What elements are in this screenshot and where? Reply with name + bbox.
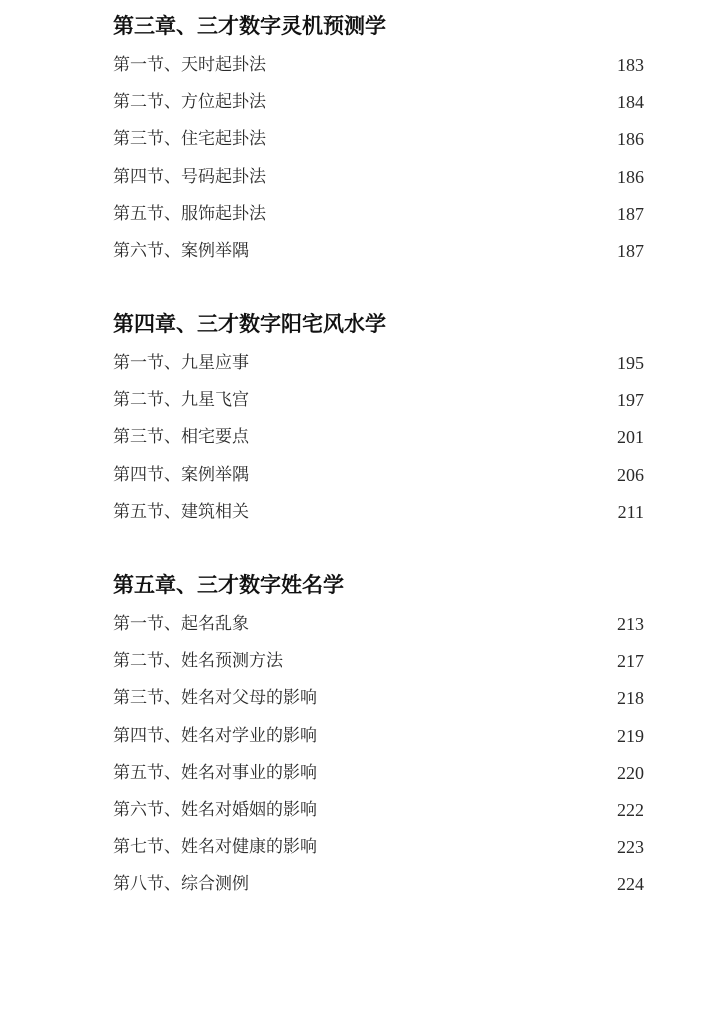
toc-entry[interactable]: [113, 87, 644, 113]
entry-label: 第八节、综合测例: [113, 874, 249, 894]
dot-leader: [250, 501, 617, 523]
entry-label: 第三节、相宅要点: [113, 427, 249, 447]
toc-entry[interactable]: [113, 460, 644, 486]
entry-label: 第六节、案例举隅: [113, 241, 249, 261]
entry-page-number: 224: [617, 874, 644, 894]
entry-label: 第四节、号码起卦法: [113, 167, 266, 187]
entry-page-number: 213: [617, 614, 644, 634]
toc-entry[interactable]: [113, 758, 644, 784]
dot-leader: [267, 54, 616, 76]
dot-leader: [250, 352, 616, 374]
entry-label: 第六节、姓名对婚姻的影响: [113, 800, 317, 820]
dot-leader: [284, 650, 616, 672]
toc-entry[interactable]: [113, 422, 644, 448]
chapter-title: 第五章、三才数字姓名学: [113, 572, 344, 597]
toc-entry[interactable]: [113, 646, 644, 672]
dot-leader: [250, 389, 616, 411]
toc-entry[interactable]: [113, 162, 644, 188]
entry-label: 第一节、起名乱象: [113, 614, 249, 634]
dot-leader: [250, 240, 616, 262]
chapter-title: 第四章、三才数字阳宅风水学: [113, 311, 386, 336]
toc-entry[interactable]: [113, 348, 644, 374]
entry-page-number: 186: [617, 167, 644, 187]
dot-leader: [267, 203, 616, 225]
entry-label: 第七节、姓名对健康的影响: [113, 837, 317, 857]
entry-label: 第一节、九星应事: [113, 353, 249, 373]
toc-entry[interactable]: [113, 795, 644, 821]
entry-label: 第五节、建筑相关: [113, 502, 249, 522]
entry-label: 第三节、姓名对父母的影响: [113, 688, 317, 708]
toc-entry[interactable]: [113, 869, 644, 895]
entry-page-number: 223: [617, 837, 644, 857]
toc-entry[interactable]: [113, 832, 644, 858]
entry-label: 第一节、天时起卦法: [113, 55, 266, 75]
toc-entry[interactable]: [113, 50, 644, 76]
dot-leader: [250, 464, 616, 486]
chapter-title: 第三章、三才数字灵机预测学: [113, 13, 386, 38]
entry-label: 第四节、案例举隅: [113, 465, 249, 485]
entry-label: 第四节、姓名对学业的影响: [113, 726, 317, 746]
entry-page-number: 219: [617, 726, 644, 746]
entry-page-number: 195: [617, 353, 644, 373]
entry-label: 第二节、方位起卦法: [113, 92, 266, 112]
toc-entry[interactable]: [113, 236, 644, 262]
entry-page-number: 217: [617, 651, 644, 671]
entry-page-number: 186: [617, 129, 644, 149]
toc-entry[interactable]: [113, 199, 644, 225]
dot-leader: [250, 873, 616, 895]
entry-page-number: 187: [617, 241, 644, 261]
entry-label: 第二节、九星飞宫: [113, 390, 249, 410]
entry-page-number: 201: [617, 427, 644, 447]
dot-leader: [250, 426, 616, 448]
entry-page-number: 183: [617, 55, 644, 75]
dot-leader: [267, 91, 616, 113]
dot-leader: [318, 725, 616, 747]
dot-leader: [318, 762, 616, 784]
entry-page-number: 220: [617, 763, 644, 783]
toc-entry[interactable]: [113, 124, 644, 150]
toc-entry[interactable]: [113, 609, 644, 635]
entry-page-number: 197: [617, 390, 644, 410]
entry-page-number: 211: [617, 502, 644, 522]
toc-entry[interactable]: [113, 683, 644, 709]
entry-page-number: 218: [617, 688, 644, 708]
toc-entry[interactable]: [113, 497, 644, 523]
entry-label: 第三节、住宅起卦法: [113, 129, 266, 149]
entry-page-number: 206: [617, 465, 644, 485]
dot-leader: [318, 836, 616, 858]
entry-label: 第五节、服饰起卦法: [113, 204, 266, 224]
entry-label: 第二节、姓名预测方法: [113, 651, 283, 671]
toc-entry[interactable]: [113, 721, 644, 747]
entry-page-number: 184: [617, 92, 644, 112]
dot-leader: [318, 687, 616, 709]
dot-leader: [267, 166, 616, 188]
dot-leader: [250, 613, 616, 635]
toc-entry[interactable]: [113, 385, 644, 411]
entry-page-number: 222: [617, 800, 644, 820]
entry-label: 第五节、姓名对事业的影响: [113, 763, 317, 783]
dot-leader: [267, 128, 616, 150]
entry-page-number: 187: [617, 204, 644, 224]
dot-leader: [318, 799, 616, 821]
